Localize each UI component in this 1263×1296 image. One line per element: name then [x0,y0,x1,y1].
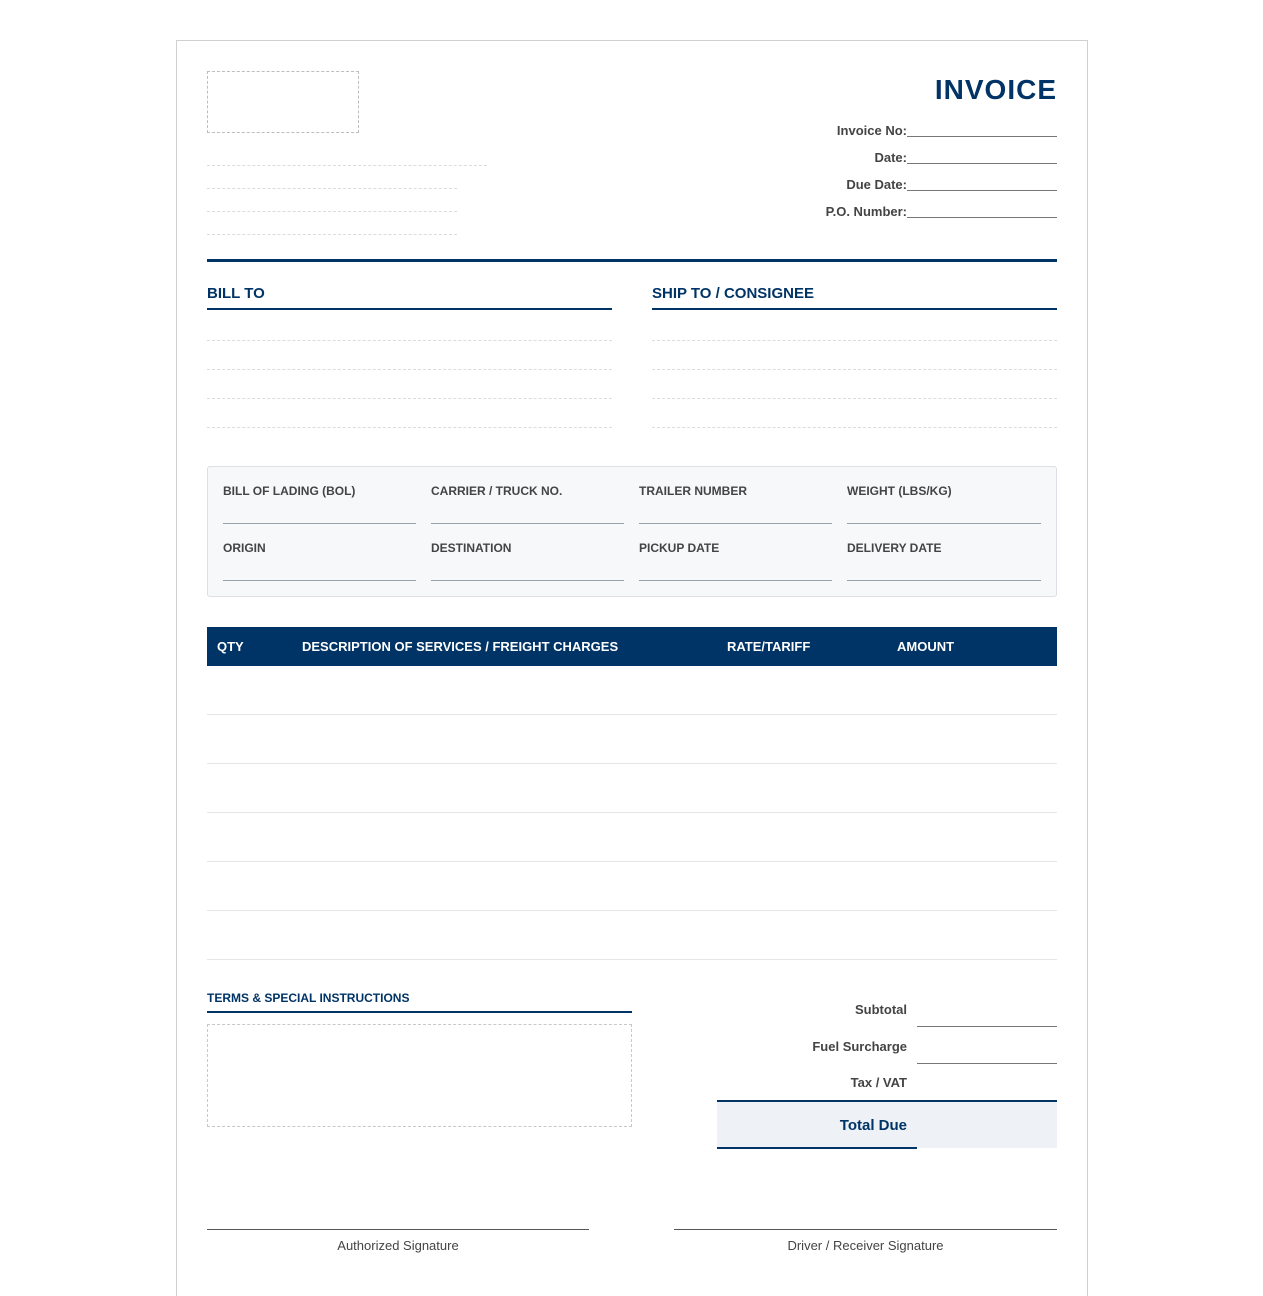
col-amount: AMOUNT [897,639,955,654]
ship-to-line-2[interactable] [652,369,1057,370]
authorized-signature-line[interactable] [207,1229,589,1230]
bol-label: BILL OF LADING (BOL) [223,484,356,498]
ship-to-line-3[interactable] [652,398,1057,399]
invoice-page [176,40,1088,1296]
ship-to-line-4[interactable] [652,427,1057,428]
subtotal-label: Subtotal [855,1002,907,1017]
due-date-field[interactable] [757,172,1057,192]
trailer-label: TRAILER NUMBER [639,484,747,498]
fuel-surcharge-label: Fuel Surcharge [812,1039,907,1054]
items-table-header [207,627,1057,666]
total-due-underline [717,1147,917,1149]
destination-label: DESTINATION [431,541,512,555]
logo-placeholder[interactable] [207,71,359,133]
col-qty: QTY [217,639,244,654]
ship-to-underline [652,308,1057,310]
po-number-label: P.O. Number: [825,204,907,219]
origin-input[interactable] [223,580,416,581]
date-field[interactable] [757,145,1057,165]
header-divider [207,259,1057,262]
bol-input[interactable] [223,523,416,524]
carrier-label: CARRIER / TRUCK NO. [431,484,563,498]
terms-underline [207,1011,632,1013]
carrier-input[interactable] [431,523,624,524]
driver-signature-label: Driver / Receiver Signature [787,1238,944,1253]
bill-to-title: BILL TO [207,285,265,302]
tax-label: Tax / VAT [850,1075,907,1090]
bill-to-line-4[interactable] [207,427,612,428]
company-name-line[interactable] [207,165,487,166]
terms-input[interactable] [207,1024,632,1127]
table-row[interactable] [207,959,1057,960]
company-address-line-1[interactable] [207,188,457,189]
trailer-input[interactable] [639,523,832,524]
table-row[interactable] [207,861,1057,862]
table-row[interactable] [207,812,1057,813]
ship-to-line-1[interactable] [652,340,1057,341]
company-address-line-3[interactable] [207,234,457,235]
invoice-title: INVOICE [934,74,1057,105]
col-description: DESCRIPTION OF SERVICES / FREIGHT CHARGES [302,639,619,654]
due-date-input[interactable] [907,177,1057,191]
table-row[interactable] [207,910,1057,911]
table-row[interactable] [207,763,1057,764]
delivery-date-label: DELIVERY DATE [847,541,942,555]
driver-signature-line[interactable] [674,1229,1057,1230]
po-number-input[interactable] [907,204,1057,218]
fuel-surcharge-input[interactable] [917,1063,1057,1064]
bill-to-underline [207,308,612,310]
origin-label: ORIGIN [223,541,266,555]
delivery-date-input[interactable] [847,580,1041,581]
due-date-label: Due Date: [846,177,907,192]
po-number-field[interactable] [757,199,1057,219]
col-rate: RATE/TARIFF [727,639,811,654]
company-address-line-2[interactable] [207,211,457,212]
invoice-no-input[interactable] [907,123,1057,137]
authorized-signature-label: Authorized Signature [337,1238,459,1253]
bill-to-line-2[interactable] [207,369,612,370]
invoice-no-field[interactable] [757,118,1057,138]
weight-label: WEIGHT (LBS/KG) [847,484,952,498]
terms-title: TERMS & SPECIAL INSTRUCTIONS [207,991,410,1005]
ship-to-title: SHIP TO / CONSIGNEE [652,285,814,302]
date-input[interactable] [907,150,1057,164]
total-due-label: Total Due [839,1117,907,1134]
table-row[interactable] [207,714,1057,715]
pickup-date-label: PICKUP DATE [639,541,720,555]
bill-to-line-1[interactable] [207,340,612,341]
date-label: Date: [874,150,907,165]
invoice-no-label: Invoice No: [836,123,907,138]
weight-input[interactable] [847,523,1041,524]
pickup-date-input[interactable] [639,580,832,581]
subtotal-input[interactable] [917,1026,1057,1027]
destination-input[interactable] [431,580,624,581]
bill-to-line-3[interactable] [207,398,612,399]
